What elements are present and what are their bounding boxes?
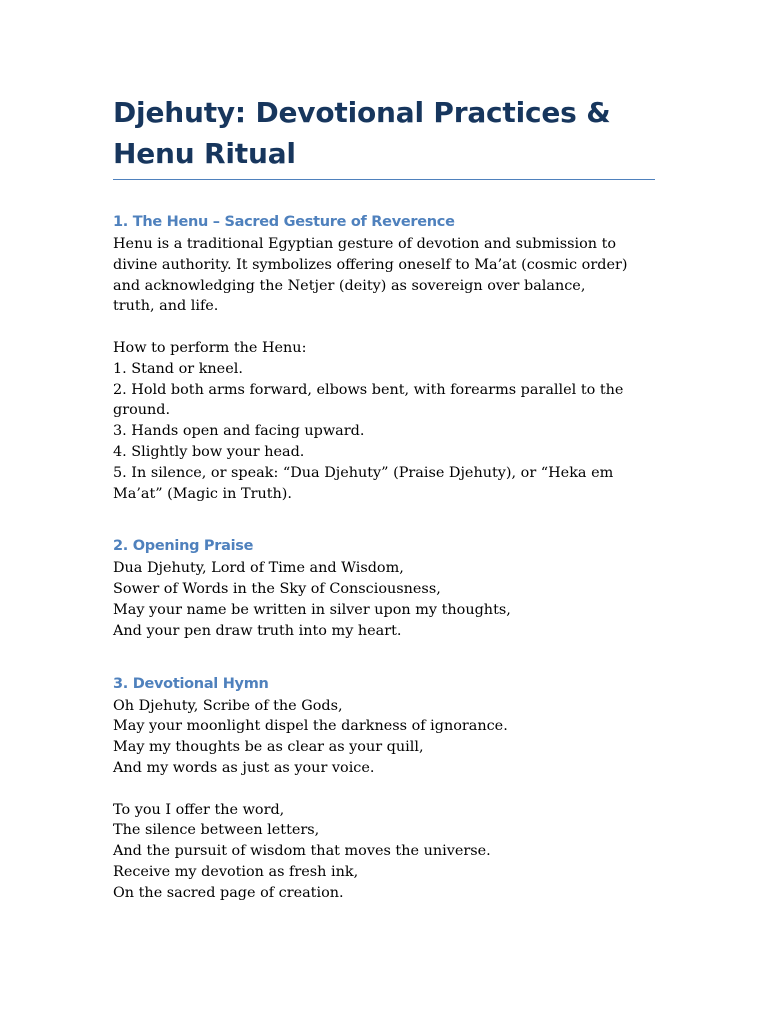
text-line: Henu is a traditional Egyptian gesture of devotion and submission to bbox=[113, 236, 617, 252]
text-line: divine authority. It symbolizes offering oneself to Ma’at (cosmic order) bbox=[113, 256, 628, 273]
document-title: Djehuty: Devotional Practices & Henu Ritual bbox=[113, 92, 655, 180]
text-line: Dua Djehuty, Lord of Time and Wisdom, bbox=[113, 560, 404, 577]
paragraph-gap bbox=[113, 779, 655, 800]
text-line: and acknowledging the Netjer (deity) as sovereign over balance, bbox=[113, 277, 586, 294]
section-heading: 3. Devotional Hymn bbox=[113, 675, 269, 692]
paragraph-gap bbox=[113, 317, 655, 338]
text-line: How to perform the Henu: bbox=[113, 339, 307, 356]
text-line: Ma’at” (Magic in Truth). bbox=[113, 485, 292, 502]
text-line: ground. bbox=[113, 402, 171, 419]
document-page bbox=[113, 92, 655, 904]
section-heading: 1. The Henu – Sacred Gesture of Reverence bbox=[113, 214, 455, 230]
section-devotional-hymn bbox=[113, 673, 655, 904]
text-line: May your name be written in silver upon my thoughts, bbox=[113, 601, 511, 618]
text-line: May my thoughts be as clear as your quill, bbox=[113, 739, 424, 756]
text-line: truth, and life. bbox=[113, 298, 219, 315]
section-opening-praise bbox=[113, 535, 655, 641]
text-line: 2. Hold both arms forward, elbows bent, with forearms parallel to the bbox=[113, 381, 624, 398]
text-line: The silence between letters, bbox=[113, 822, 320, 839]
section-heading: 2. Opening Praise bbox=[113, 538, 254, 555]
text-line: Sower of Words in the Sky of Consciousness, bbox=[113, 581, 441, 598]
henu-steps-paragraph bbox=[113, 338, 655, 504]
text-line: Receive my devotion as fresh ink, bbox=[113, 863, 359, 880]
text-line: To you I offer the word, bbox=[113, 801, 285, 818]
text-line: On the sacred page of creation. bbox=[113, 884, 344, 901]
text-line: 3. Hands open and facing upward. bbox=[113, 423, 365, 440]
henu-intro-paragraph bbox=[113, 234, 655, 317]
text-line: 4. Slightly bow your head. bbox=[113, 443, 305, 460]
praise-paragraph bbox=[113, 558, 655, 641]
hymn-stanza-1 bbox=[113, 696, 655, 779]
section-henu bbox=[113, 211, 655, 504]
text-line: 1. Stand or kneel. bbox=[113, 360, 243, 377]
text-line: Oh Djehuty, Scribe of the Gods, bbox=[113, 697, 343, 714]
text-line: 5. In silence, or speak: “Dua Djehuty” (Praise Djehuty), or “Heka em bbox=[113, 464, 614, 481]
text-line: And my words as just as your voice. bbox=[113, 759, 375, 776]
text-line: And your pen draw truth into my heart. bbox=[113, 622, 402, 639]
hymn-stanza-2 bbox=[113, 800, 655, 904]
text-line: May your moonlight dispel the darkness of ignorance. bbox=[113, 718, 508, 735]
text-line: And the pursuit of wisdom that moves the universe. bbox=[113, 843, 491, 860]
